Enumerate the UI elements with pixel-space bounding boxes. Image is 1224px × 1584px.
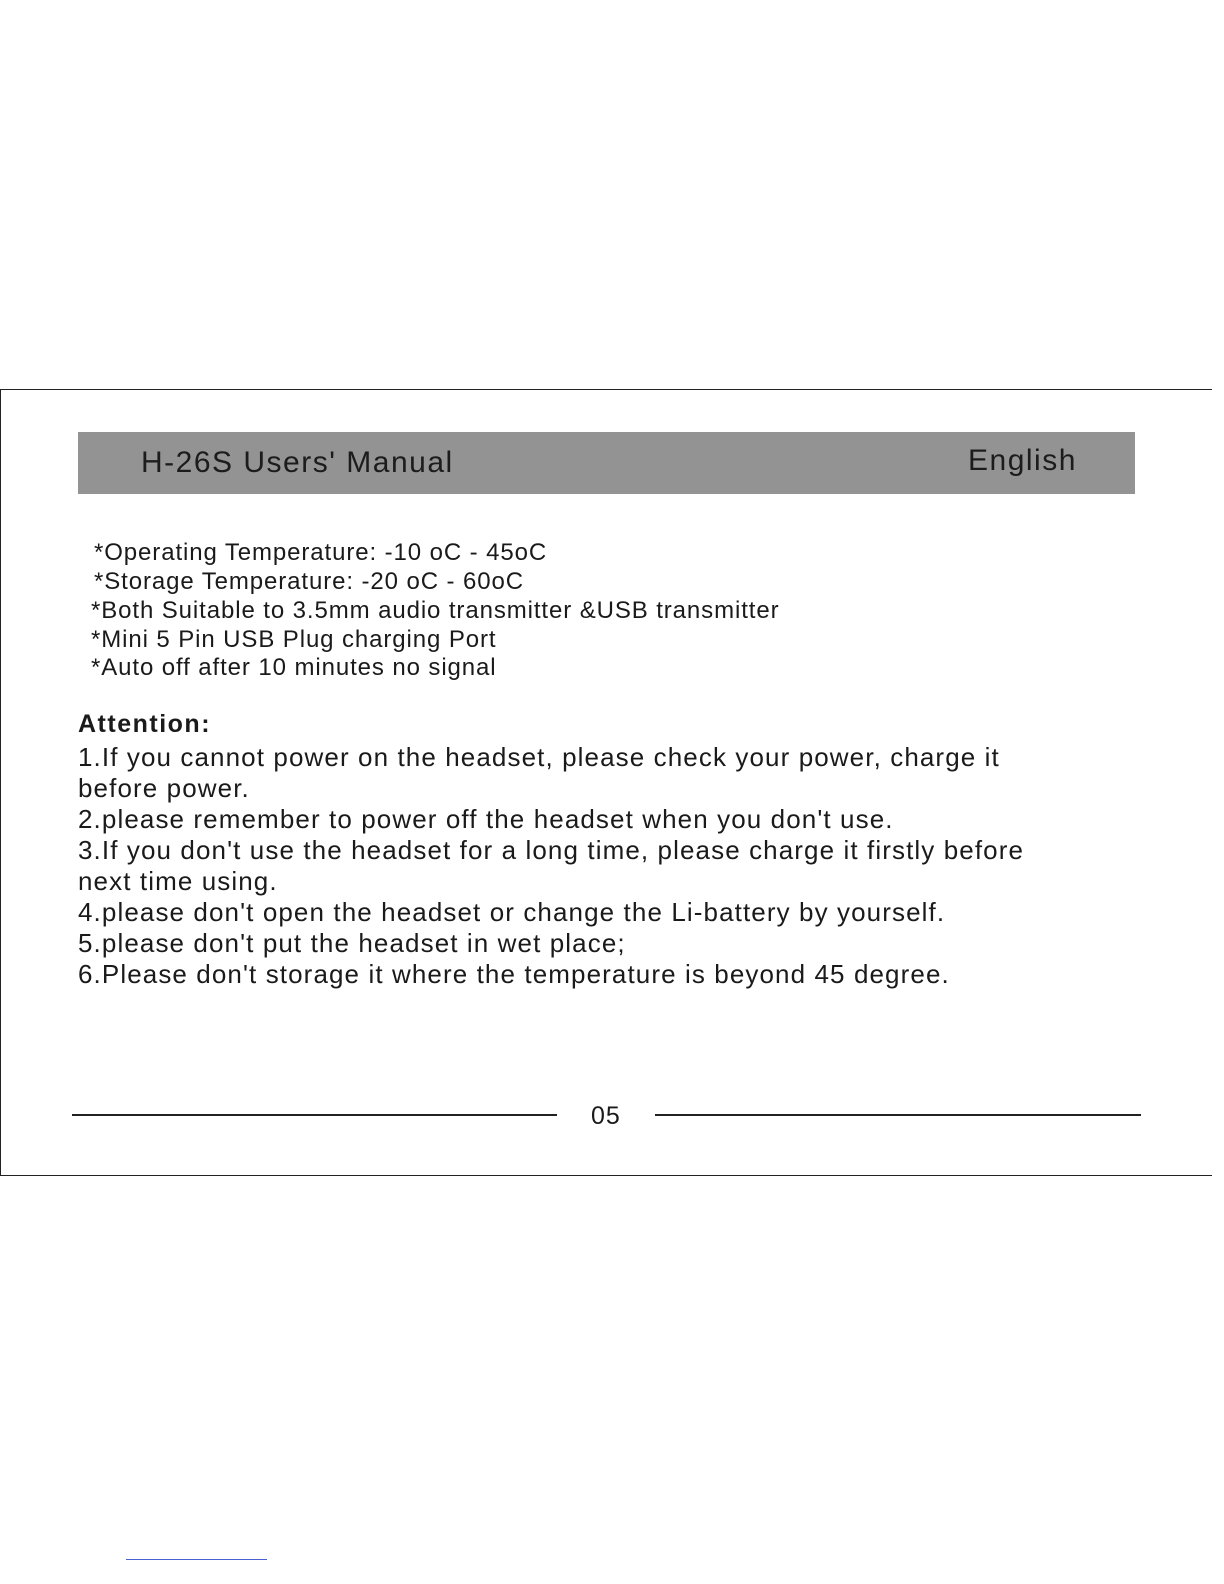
language-label: English <box>968 444 1077 477</box>
attention-line-1-cont: before power. <box>78 773 250 803</box>
spec-operating-temperature: *Operating Temperature: -10 oC - 45oC <box>94 539 548 566</box>
attention-line-2: 2.please remember to power off the headset when you don't use. <box>78 804 894 834</box>
manual-title: H-26S Users' Manual <box>141 446 454 479</box>
attention-line-6: 6.Please don't storage it where the temperature is beyond 45 degree. <box>78 959 950 989</box>
attention-line-4: 4.please don't open the headset or change the Li-battery by yourself. <box>78 897 946 927</box>
spec-transmitter-compatibility: *Both Suitable to 3.5mm audio transmitter &USB transmitter <box>91 597 780 624</box>
attention-heading: Attention: <box>78 710 212 738</box>
spec-charging-port: *Mini 5 Pin USB Plug charging Port <box>91 626 497 653</box>
attention-line-3-cont: next time using. <box>78 866 278 896</box>
attention-line-3: 3.If you don't use the headset for a long time, please charge it firstly before <box>78 835 1025 865</box>
spec-storage-temperature: *Storage Temperature: -20 oC - 60oC <box>94 568 524 595</box>
footer-rule-left <box>72 1114 557 1116</box>
attention-line-1: 1.If you cannot power on the headset, please check your power, charge it <box>78 742 1000 772</box>
footer-rule-right <box>655 1114 1141 1116</box>
spec-auto-off: *Auto off after 10 minutes no signal <box>91 654 497 681</box>
link-underline <box>126 1559 267 1560</box>
attention-line-5: 5.please don't put the headset in wet place; <box>78 928 626 958</box>
page-number: 05 <box>591 1102 621 1130</box>
